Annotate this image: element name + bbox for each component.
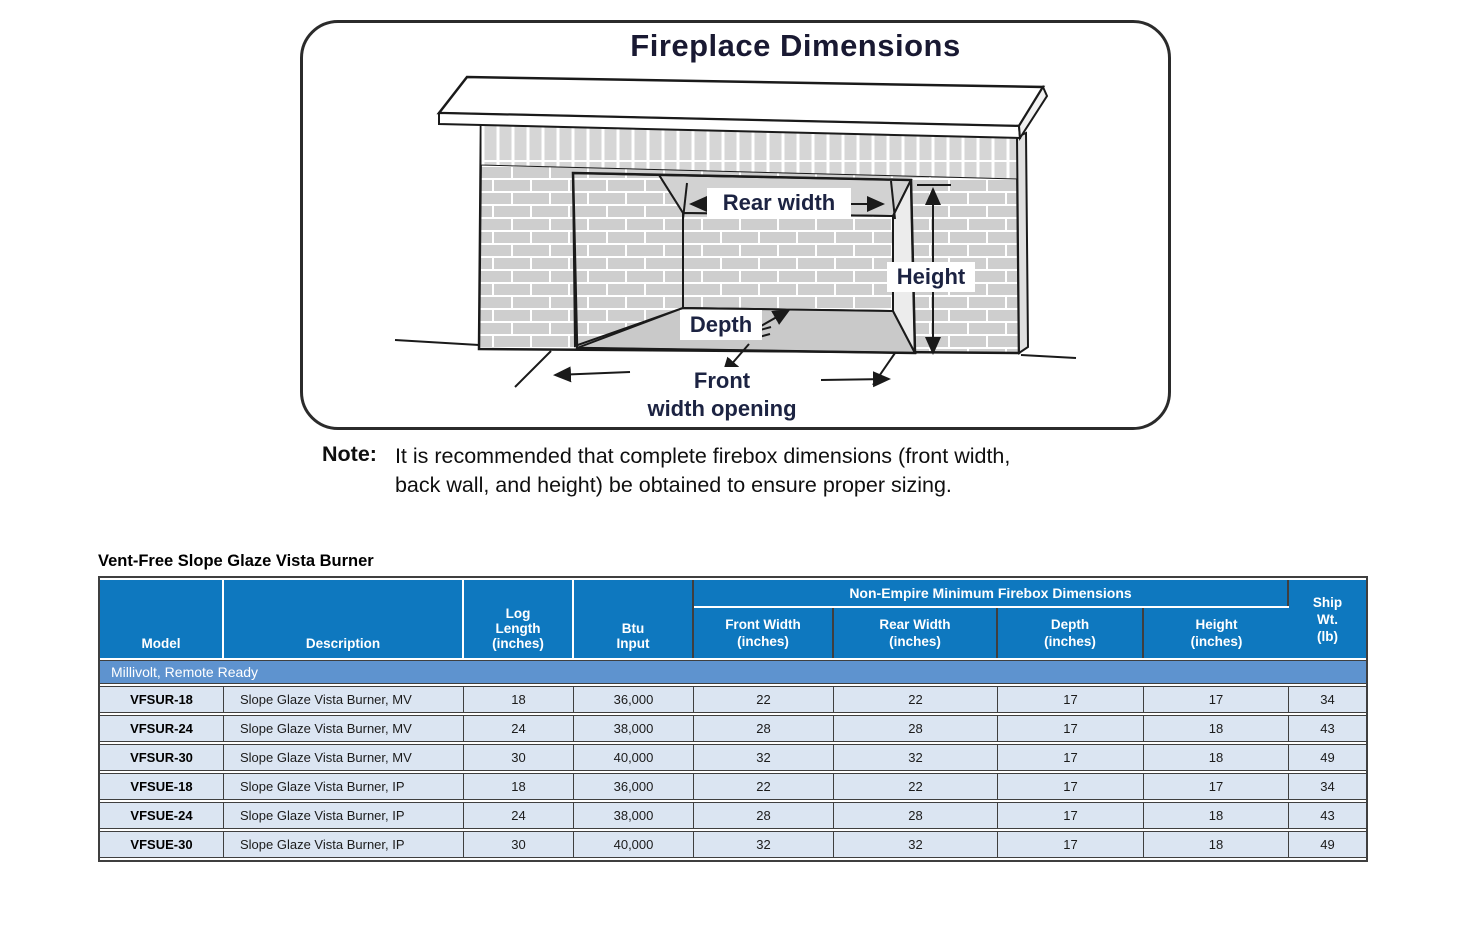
table-row — [100, 831, 1366, 858]
cell-depth: 17 — [998, 802, 1144, 829]
cell-model: VFSUE-30 — [100, 831, 224, 858]
table-row — [100, 686, 1366, 713]
cell-rear-width: 28 — [834, 802, 998, 829]
cell-front-width: 32 — [694, 831, 834, 858]
cell-front-width: 32 — [694, 744, 834, 771]
cell-btu-input: 36,000 — [574, 773, 694, 800]
table-row — [100, 715, 1366, 742]
cell-model: VFSUR-30 — [100, 744, 224, 771]
cell-description: Slope Glaze Vista Burner, MV — [224, 744, 464, 771]
cell-height: 17 — [1144, 773, 1289, 800]
cell-btu-input: 40,000 — [574, 744, 694, 771]
cell-ship-wt: 43 — [1289, 715, 1366, 742]
cell-model: VFSUE-18 — [100, 773, 224, 800]
cell-log-length: 24 — [464, 802, 574, 829]
cell-depth: 17 — [998, 773, 1144, 800]
cell-description: Slope Glaze Vista Burner, IP — [224, 773, 464, 800]
cell-height: 18 — [1144, 831, 1289, 858]
cell-btu-input: 38,000 — [574, 802, 694, 829]
cell-log-length: 24 — [464, 715, 574, 742]
cell-log-length: 30 — [464, 744, 574, 771]
cell-height: 18 — [1144, 802, 1289, 829]
spec-table — [100, 578, 1366, 860]
cell-ship-wt: 34 — [1289, 686, 1366, 713]
cell-ship-wt: 34 — [1289, 773, 1366, 800]
header-row-1 — [100, 580, 1366, 606]
col-header-model: Model — [100, 580, 224, 658]
fireplace-dimensions-figure — [300, 20, 1171, 430]
col-header-height: Height (inches) — [1144, 608, 1289, 658]
cell-depth: 17 — [998, 715, 1144, 742]
table-row — [100, 773, 1366, 800]
col-header-ship-wt: Ship Wt. (lb) — [1289, 580, 1366, 658]
label-rear-width: Rear width — [707, 188, 851, 218]
section-label: Millivolt, Remote Ready — [100, 660, 1366, 684]
cell-log-length: 30 — [464, 831, 574, 858]
cell-ship-wt: 49 — [1289, 744, 1366, 771]
col-header-depth: Depth (inches) — [998, 608, 1144, 658]
cell-description: Slope Glaze Vista Burner, MV — [224, 686, 464, 713]
cell-rear-width: 22 — [834, 686, 998, 713]
cell-rear-width: 32 — [834, 831, 998, 858]
col-header-rear-width: Rear Width (inches) — [834, 608, 998, 658]
cell-height: 17 — [1144, 686, 1289, 713]
cell-height: 18 — [1144, 744, 1289, 771]
cell-depth: 17 — [998, 744, 1144, 771]
cell-log-length: 18 — [464, 686, 574, 713]
cell-model: VFSUR-18 — [100, 686, 224, 713]
cell-ship-wt: 43 — [1289, 802, 1366, 829]
note-text: It is recommended that complete firebox dimensions (front width, back wall, and height) be obtained to ensure proper sizing. — [394, 444, 1011, 497]
cell-height: 18 — [1144, 715, 1289, 742]
cell-front-width: 28 — [694, 802, 834, 829]
figure-title: Fireplace Dimensions — [630, 28, 961, 63]
col-header-description: Description — [224, 580, 464, 658]
cell-front-width: 22 — [694, 773, 834, 800]
cell-btu-input: 40,000 — [574, 831, 694, 858]
table-title: Vent-Free Slope Glaze Vista Burner — [98, 552, 374, 570]
note-label: Note: — [322, 442, 377, 466]
cell-description: Slope Glaze Vista Burner, IP — [224, 802, 464, 829]
spec-table-wrapper — [98, 576, 1368, 862]
cell-description: Slope Glaze Vista Burner, MV — [224, 715, 464, 742]
cell-depth: 17 — [998, 831, 1144, 858]
cell-btu-input: 38,000 — [574, 715, 694, 742]
cell-rear-width: 32 — [834, 744, 998, 771]
label-depth: Depth — [680, 310, 762, 340]
cell-front-width: 22 — [694, 686, 834, 713]
cell-model: VFSUE-24 — [100, 802, 224, 829]
col-header-log-length: Log Length (inches) — [464, 580, 574, 658]
label-front-width-opening: Front width opening — [641, 367, 803, 423]
col-header-front-width: Front Width (inches) — [694, 608, 834, 658]
cell-btu-input: 36,000 — [574, 686, 694, 713]
cell-front-width: 28 — [694, 715, 834, 742]
cell-rear-width: 28 — [834, 715, 998, 742]
cell-depth: 17 — [998, 686, 1144, 713]
cell-log-length: 18 — [464, 773, 574, 800]
col-header-btu-input: Btu Input — [574, 580, 694, 658]
table-row — [100, 802, 1366, 829]
fireplace-illustration — [303, 23, 1162, 421]
cell-ship-wt: 49 — [1289, 831, 1366, 858]
table-row — [100, 744, 1366, 771]
label-height: Height — [887, 262, 975, 292]
cell-description: Slope Glaze Vista Burner, IP — [224, 831, 464, 858]
col-group-header-firebox-dimensions: Non-Empire Minimum Firebox Dimensions — [694, 580, 1289, 606]
section-row — [100, 660, 1366, 684]
note — [322, 442, 1010, 500]
cell-rear-width: 22 — [834, 773, 998, 800]
cell-model: VFSUR-24 — [100, 715, 224, 742]
